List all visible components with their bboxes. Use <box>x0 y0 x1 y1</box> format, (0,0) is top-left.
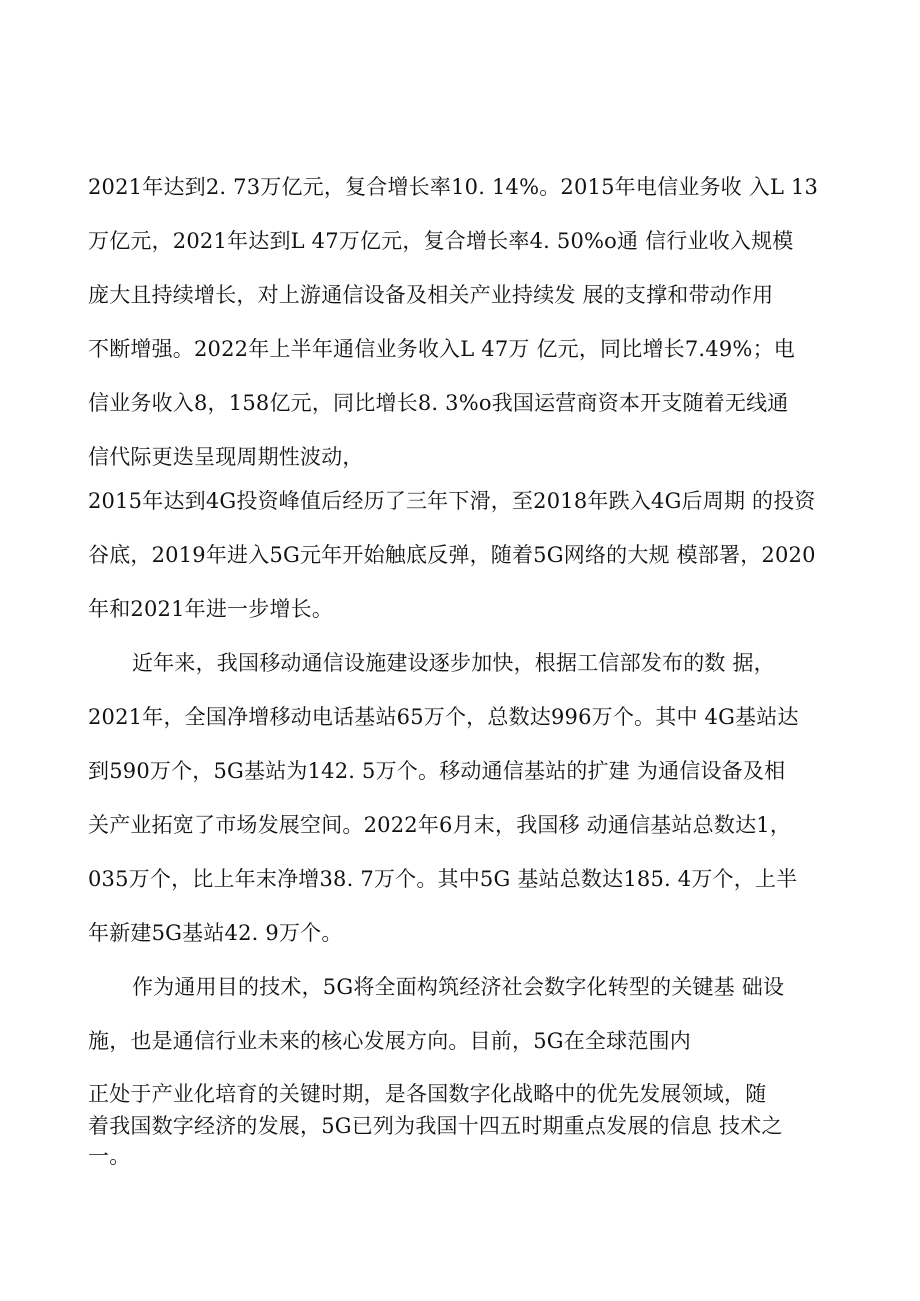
text-line: 到590万个，5G基站为142. 5万个。移动通信基站的扩建 为通信设备及相 <box>88 759 786 783</box>
text-line: 信业务收入8，158亿元，同比增长8. 3%o我国运营商资本开支随着无线通 <box>88 391 789 415</box>
text-line: 2021年达到2. 73万亿元，复合增长率10. 14%。2015年电信业务收 入L 13 <box>88 175 819 199</box>
text-line: 庞大且持续增长，对上游通信设备及相关产业持续发 展的支撑和带动作用 <box>88 283 774 307</box>
text-line: 2015年达到4G投资峰值后经历了三年下滑，至2018年跌入4G后周期 的投资 <box>88 489 816 513</box>
text-line: 关产业拓宽了市场发展空间。2022年6月末，我国移 动通信基站总数达1， <box>88 813 792 837</box>
text-line: 年和2021年进一步增长。 <box>88 597 334 621</box>
text-line: 信代际更迭呈现周期性波动， <box>88 445 364 469</box>
paragraph-first-line: 作为通用目的技术，5G将全面构筑经济社会数字化转型的关键基 础设 <box>132 975 785 999</box>
text-line: 不断增强。2022年上半年通信业务收入L 47万 亿元，同比增长7.49%；电 <box>88 337 795 361</box>
text-line: 2021年，全国净增移动电话基站65万个，总数达996万个。其中 4G基站达 <box>88 705 799 729</box>
text-line: 施，也是通信行业未来的核心发展方向。目前，5G在全球范围内 <box>88 1029 691 1053</box>
text-line: 一。 <box>88 1144 131 1168</box>
text-line: 着我国数字经济的发展，5G已列为我国十四五时期重点发展的信息 技术之 <box>88 1114 783 1138</box>
paragraph-first-line: 近年来，我国移动通信设施建设逐步加快，根据工信部发布的数 据， <box>132 651 775 675</box>
text-line: 035万个，比上年末净增38. 7万个。其中5G 基站总数达185. 4万个，上半 <box>88 867 798 891</box>
text-line: 年新建5G基站42. 9万个。 <box>88 921 343 945</box>
text-line: 正处于产业化培育的关键时期，是各国数字化战略中的优先发展领域，随 <box>88 1082 767 1106</box>
text-line: 谷底，2019年进入5G元年开始触底反弹，随着5G网络的大规 模部署，2020 <box>88 543 816 567</box>
text-line: 万亿元，2021年达到L 47万亿元，复合增长率4. 50%o通 信行业收入规模 <box>88 229 794 253</box>
